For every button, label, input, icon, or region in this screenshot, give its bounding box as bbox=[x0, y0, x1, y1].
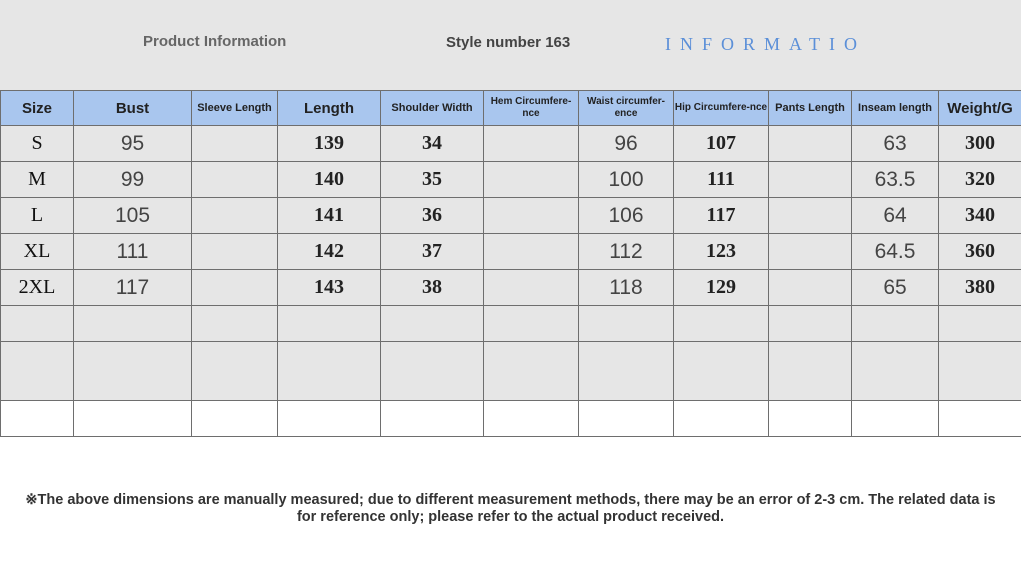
table-cell: 140 bbox=[278, 162, 381, 198]
column-header: Hip Circumfere-nce bbox=[674, 91, 769, 126]
table-cell: 2XL bbox=[1, 270, 74, 306]
table-cell bbox=[769, 234, 852, 270]
table-row bbox=[1, 198, 1021, 234]
table-cell: 64 bbox=[852, 198, 939, 234]
table-cell: 340 bbox=[939, 198, 1021, 234]
table-cell bbox=[769, 270, 852, 306]
table-cell: 37 bbox=[381, 234, 484, 270]
table-cell bbox=[192, 126, 278, 162]
table-cell: 107 bbox=[674, 126, 769, 162]
table-row bbox=[1, 162, 1021, 198]
table-cell: 123 bbox=[674, 234, 769, 270]
table-cell: 65 bbox=[852, 270, 939, 306]
table-cell: 360 bbox=[939, 234, 1021, 270]
note-line-1: ※The above dimensions are manually measured; due to different measurement methods, there may be an error of 2-3 cm. The related data is bbox=[25, 492, 996, 508]
table-cell bbox=[192, 198, 278, 234]
table-cell: 117 bbox=[74, 270, 192, 306]
column-header: Waist circumfer-ence bbox=[579, 91, 674, 126]
table-cell: 111 bbox=[74, 234, 192, 270]
table-cell bbox=[484, 162, 579, 198]
note-line-2: for reference only; please refer to the actual product received. bbox=[296, 509, 725, 525]
table-cell: 105 bbox=[74, 198, 192, 234]
table-cell: 141 bbox=[278, 198, 381, 234]
table-cell: 143 bbox=[278, 270, 381, 306]
table-cell bbox=[484, 234, 579, 270]
empty-row bbox=[1, 401, 1021, 437]
product-information-title: Product Information bbox=[143, 33, 287, 50]
size-chart-table bbox=[0, 90, 1021, 437]
table-cell: L bbox=[1, 198, 74, 234]
table-cell: 36 bbox=[381, 198, 484, 234]
table-cell: 38 bbox=[381, 270, 484, 306]
table-cell: 34 bbox=[381, 126, 484, 162]
table-cell: 117 bbox=[674, 198, 769, 234]
table-cell bbox=[769, 198, 852, 234]
table-cell bbox=[769, 162, 852, 198]
informatio-label: INFORMATIO bbox=[665, 34, 867, 54]
table-cell: 129 bbox=[674, 270, 769, 306]
table-cell bbox=[192, 270, 278, 306]
table-cell: 111 bbox=[674, 162, 769, 198]
column-header: Pants Length bbox=[769, 91, 852, 126]
style-number: Style number 163 bbox=[446, 34, 571, 51]
column-header: Sleeve Length bbox=[192, 91, 278, 126]
column-header: Bust bbox=[74, 91, 192, 126]
table-cell bbox=[192, 162, 278, 198]
column-header: Weight/G bbox=[939, 91, 1021, 126]
table-cell bbox=[484, 270, 579, 306]
table-cell: XL bbox=[1, 234, 74, 270]
table-cell bbox=[484, 198, 579, 234]
empty-row bbox=[1, 342, 1021, 401]
table-cell: M bbox=[1, 162, 74, 198]
table-cell bbox=[769, 126, 852, 162]
table-cell bbox=[484, 126, 579, 162]
table-cell: 112 bbox=[579, 234, 674, 270]
table-row bbox=[1, 270, 1021, 306]
empty-row bbox=[1, 306, 1021, 342]
table-cell: 35 bbox=[381, 162, 484, 198]
table-cell: 139 bbox=[278, 126, 381, 162]
table-cell: 64.5 bbox=[852, 234, 939, 270]
column-header: Length bbox=[278, 91, 381, 126]
table-cell: S bbox=[1, 126, 74, 162]
table-cell: 300 bbox=[939, 126, 1021, 162]
header-bar bbox=[0, 0, 1021, 90]
table-row bbox=[1, 234, 1021, 270]
table-cell: 99 bbox=[74, 162, 192, 198]
table-cell: 63.5 bbox=[852, 162, 939, 198]
table-cell: 106 bbox=[579, 198, 674, 234]
table-header-row bbox=[1, 91, 1021, 126]
table-cell: 142 bbox=[278, 234, 381, 270]
column-header: Hem Circumfere-nce bbox=[484, 91, 579, 126]
column-header: Size bbox=[1, 91, 74, 126]
table-cell: 95 bbox=[74, 126, 192, 162]
column-header: Inseam length bbox=[852, 91, 939, 126]
table-cell: 63 bbox=[852, 126, 939, 162]
table-cell: 100 bbox=[579, 162, 674, 198]
measurement-note bbox=[0, 492, 1021, 526]
table-cell: 380 bbox=[939, 270, 1021, 306]
table-cell: 320 bbox=[939, 162, 1021, 198]
table-row bbox=[1, 126, 1021, 162]
table-cell: 118 bbox=[579, 270, 674, 306]
table-cell: 96 bbox=[579, 126, 674, 162]
table-cell bbox=[192, 234, 278, 270]
column-header: Shoulder Width bbox=[381, 91, 484, 126]
